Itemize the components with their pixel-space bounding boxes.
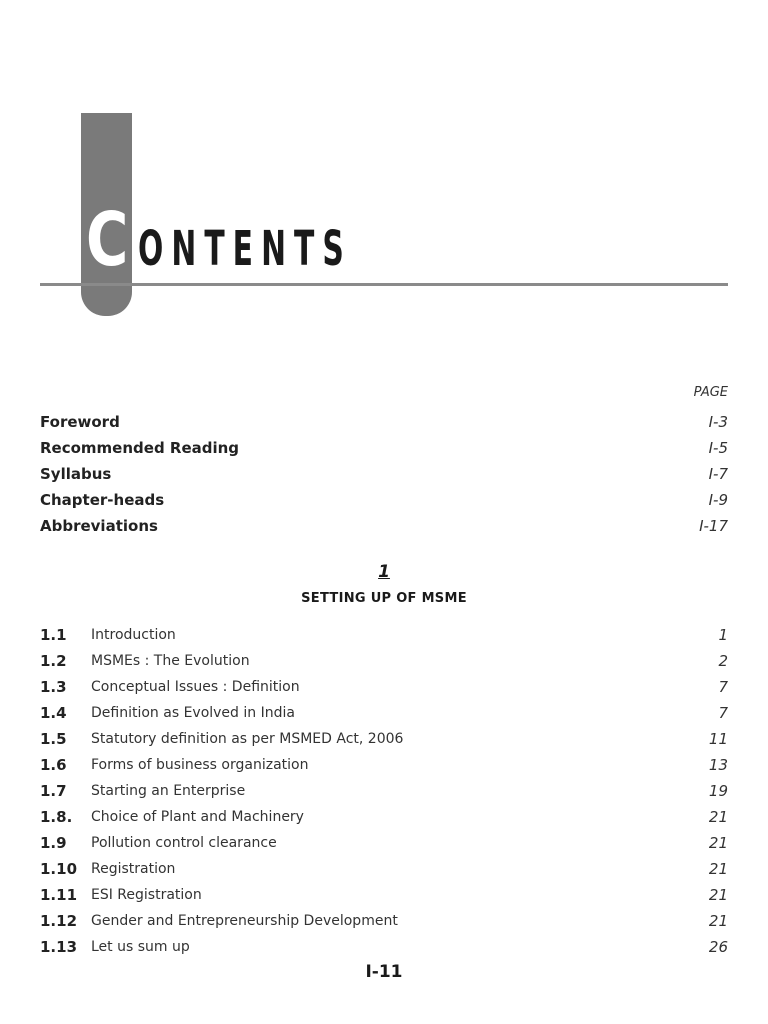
section-page: 2	[718, 652, 728, 670]
section-number: 1.6	[40, 756, 67, 774]
prelim-label: Syllabus	[40, 465, 112, 483]
prelim-row-syllabus[interactable]	[40, 461, 728, 487]
title-rule	[40, 283, 728, 286]
prelim-row-foreword[interactable]	[40, 409, 728, 435]
section-page: 21	[708, 886, 728, 904]
page-column-label: PAGE	[693, 385, 728, 400]
toc-row[interactable]	[40, 700, 728, 726]
prelim-row-abbreviations[interactable]	[40, 513, 728, 539]
section-page: 7	[718, 678, 728, 696]
section-page: 7	[718, 704, 728, 722]
page-number-footer: I-11	[365, 962, 403, 982]
prelim-row-chapter-heads[interactable]	[40, 487, 728, 513]
section-page: 19	[708, 782, 728, 800]
prelim-page: I-17	[699, 517, 728, 535]
section-page: 13	[708, 756, 728, 774]
prelim-label: Chapter-heads	[40, 491, 165, 509]
section-title: Let us sum up	[91, 939, 190, 955]
section-page: 11	[708, 730, 728, 748]
section-page: 21	[708, 808, 728, 826]
section-title: ESI Registration	[91, 887, 202, 903]
page-title-initial: C	[86, 197, 129, 283]
section-title: MSMEs : The Evolution	[91, 653, 250, 669]
section-page: 21	[708, 912, 728, 930]
section-number: 1.5	[40, 730, 67, 748]
toc-row[interactable]	[40, 804, 728, 830]
toc-row[interactable]	[40, 830, 728, 856]
chapter-number: 1	[378, 562, 390, 582]
section-page: 21	[708, 860, 728, 878]
section-number: 1.9	[40, 834, 67, 852]
prelim-page: I-7	[708, 465, 728, 483]
section-page: 21	[708, 834, 728, 852]
section-number: 1.2	[40, 652, 67, 670]
section-number: 1.3	[40, 678, 67, 696]
prelim-label: Abbreviations	[40, 517, 158, 535]
toc-row[interactable]	[40, 908, 728, 934]
prelim-row-recommended-reading[interactable]	[40, 435, 728, 461]
toc-row[interactable]	[40, 726, 728, 752]
section-number: 1.1	[40, 626, 67, 644]
section-number: 1.12	[40, 912, 78, 930]
toc-row[interactable]	[40, 648, 728, 674]
section-title: Conceptual Issues : Definition	[91, 679, 300, 695]
prelim-page: I-3	[708, 413, 728, 431]
section-number: 1.4	[40, 704, 67, 722]
section-number: 1.13	[40, 938, 78, 956]
section-page: 26	[708, 938, 728, 956]
toc-row[interactable]	[40, 674, 728, 700]
section-title: Registration	[91, 861, 176, 877]
section-title: Introduction	[91, 627, 176, 643]
page-title-rest: ONTENTS	[138, 221, 352, 277]
chapter-title: SETTING UP OF MSME	[301, 591, 467, 606]
prelim-page: I-9	[708, 491, 728, 509]
toc-row[interactable]	[40, 622, 728, 648]
toc-row[interactable]	[40, 778, 728, 804]
section-title: Gender and Entrepreneurship Development	[91, 913, 398, 929]
section-number: 1.7	[40, 782, 67, 800]
section-title: Starting an Enterprise	[91, 783, 246, 799]
section-title: Forms of business organization	[91, 757, 309, 773]
prelim-label: Recommended Reading	[40, 439, 240, 457]
section-page: 1	[718, 626, 728, 644]
section-title: Pollution control clearance	[91, 835, 277, 851]
toc-row[interactable]	[40, 856, 728, 882]
prelim-page: I-5	[708, 439, 728, 457]
toc-row[interactable]	[40, 882, 728, 908]
section-title: Choice of Plant and Machinery	[91, 809, 304, 825]
section-number: 1.11	[40, 886, 78, 904]
section-title: Statutory definition as per MSMED Act, 2006	[91, 731, 404, 747]
toc-row[interactable]	[40, 752, 728, 778]
page-title	[86, 197, 483, 283]
section-number: 1.8.	[40, 808, 73, 826]
prelim-label: Foreword	[40, 413, 120, 431]
toc-row[interactable]	[40, 934, 728, 960]
section-number: 1.10	[40, 860, 78, 878]
section-title: Definition as Evolved in India	[91, 705, 295, 721]
